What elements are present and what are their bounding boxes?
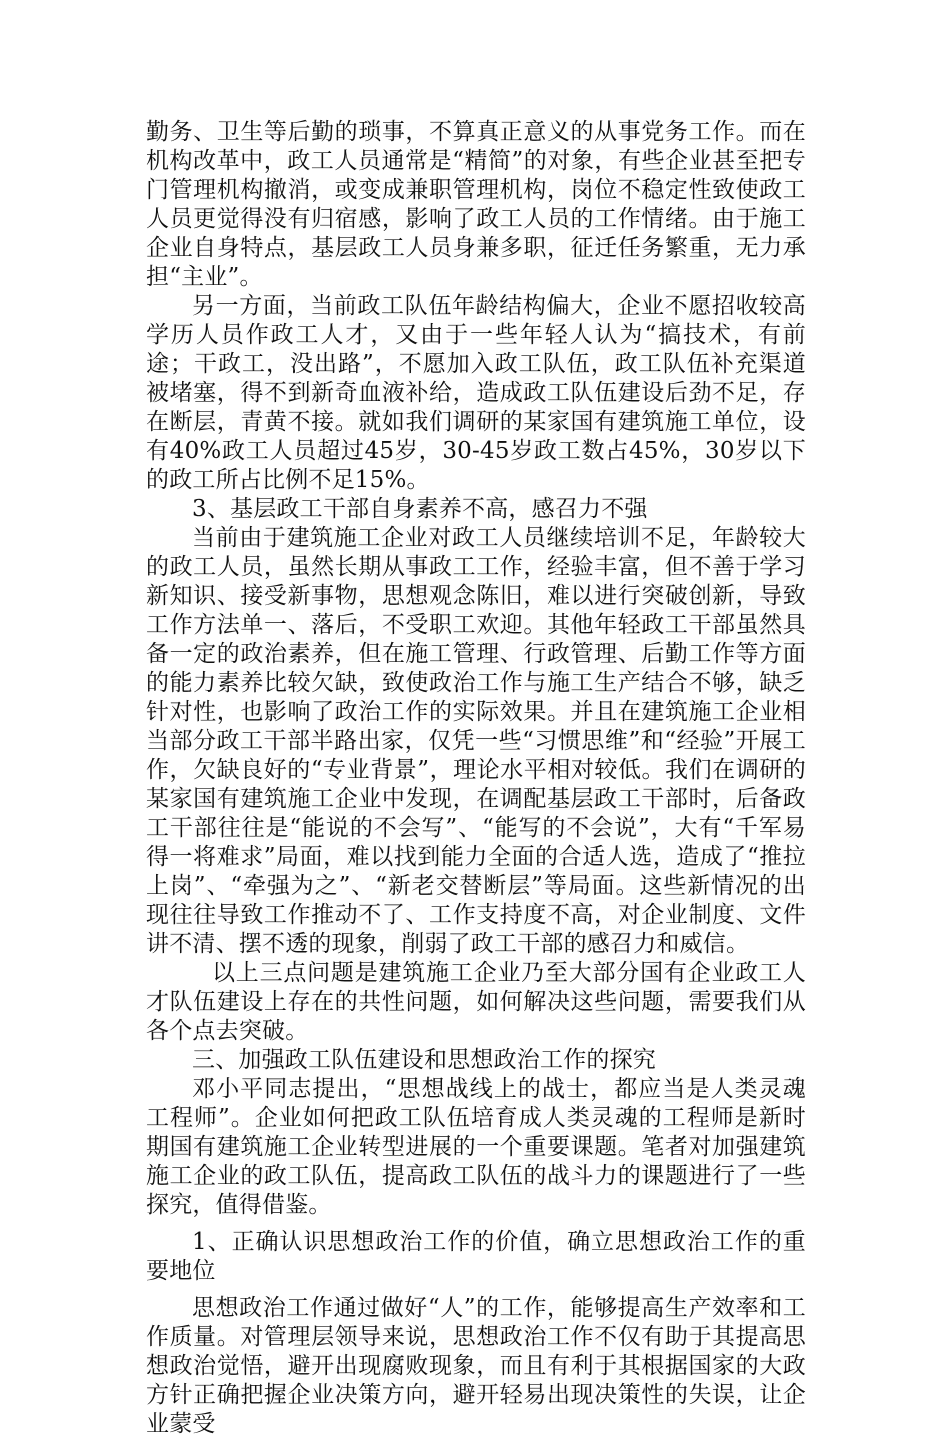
paragraph-summary-three-issues: 以上三点问题是建筑施工企业乃至大部分国有企业政工人才队伍建设上存在的共性问题，如何解决这些问题，需要我们从各个点去突破。 [146,960,806,1044]
paragraph-training-insufficient: 当前由于建筑施工企业对政工人员继续培训不足，年龄较大的政工人员，虽然长期从事政工工作，经验丰富，但不善于学习新知识、接受新事物，思想观念陈旧，难以进行突破创新，导致工作方法单一、落后，不受职工欢迎。其他年轻政工干部虽然具备一定的政治素养，但在施工管理、行政管理、后勤工作等方面的能力素养比较欠缺，致使政治工作与施工生产结合不够，缺乏针对性，也影响了政治工作的实际效果。并且在建筑施工企业相当部分政工干部半路出家，仅凭一些“习惯思维”和“经验”开展工作，欠缺良好的“专业背景”，理论水平相对较低。我们在调研的某家国有建筑施工企业中发现，在调配基层政工干部时，后备政工干部往往是“能说的不会写”、“能写的不会说”，大有“千军易得一将难求”局面，难以找到能力全面的合适人选，造成了“推拉上岗”、“牵强为之”、“新老交替断层”等局面。这些新情况的出现往往导致工作推动不了、工作支持度不高，对企业制度、文件讲不清、摆不透的现象，削弱了政工干部的感召力和威信。 [146,525,806,957]
paragraph-age-structure: 另一方面，当前政工队伍年龄结构偏大，企业不愿招收较高学历人员作政工人才，又由于一些年轻人认为“搞技术，有前途；干政工，没出路”，不愿加入政工队伍，政工队伍补充渠道被堵塞，得不到新奇血液补给，造成政工队伍建设后劲不足，存在断层，青黄不接。就如我们调研的某家国有建筑施工单位，设有40%政工人员超过45岁，30-45岁政工数占45%，30岁以下的政工所占比例不足15%。 [146,293,806,493]
subheading-cadre-quality: 3、基层政工干部自身素养不高，感召力不强 [192,496,648,522]
paragraph-political-work-benefits: 思想政治工作通过做好“人”的工作，能够提高生产效率和工作质量。对管理层领导来说，思想政治工作不仅有助于其提高思想政治觉悟，避开出现腐败现象，而且有利于其根据国家的大政方针正确把握企业决策方向，避开轻易出现决策性的失误，让企业蒙受 [146,1295,806,1437]
paragraph-logistics-duties: 勤务、卫生等后勤的琐事，不算真正意义的从事党务工作。而在机构改革中，政工人员通常是“精简”的对象，有些企业甚至把专门管理机构撤消，或变成兼职管理机构，岗位不稳定性致使政工人员更觉得没有归宿感，影响了政工人员的工作情绪。由于施工企业自身特点，基层政工人员身兼多职，征迁任务繁重，无力承担“主业”。 [146,119,806,290]
document-body [146,118,806,1439]
subheading-value-of-political-work: 1、正确认识思想政治工作的价值，确立思想政治工作的重要地位 [146,1229,806,1284]
paragraph-deng-xiaoping-quote: 邓小平同志提出，“思想战线上的战士，都应当是人类灵魂工程师”。企业如何把政工队伍培育成人类灵魂的工程师是新时期国有建筑施工企业转型进展的一个重要课题。笔者对加强建筑施工企业的政工队伍，提高政工队伍的战斗力的课题进行了一些探究，值得借鉴。 [146,1076,806,1218]
section-heading-exploration: 三、加强政工队伍建设和思想政治工作的探究 [192,1047,656,1073]
